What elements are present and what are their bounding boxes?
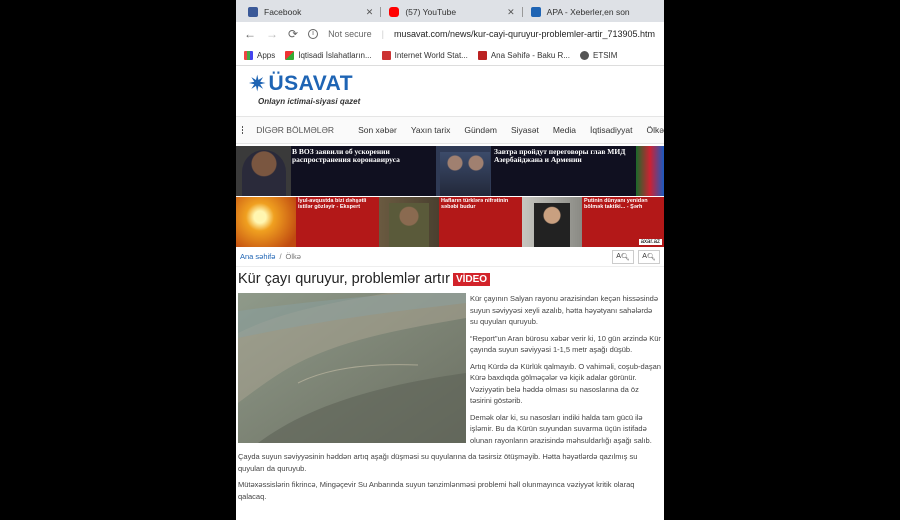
article-paragraph: Demək olar ki, su nasosları indiki halda tam gücü ilə işləmir. Bu da Kürün suyundan suvarma üçün istifadə olunan rayonların ərazisində məhsuldarlığı aşağı salıb. — [470, 412, 652, 445]
site-header — [236, 66, 664, 112]
article-paragraph: Mütəxəssislərin fikrincə, Mingəçevir Su Anbarında suyun tənzimlənməsi problemi həll olunmayınca vəziyyət kritik olaraq qalacaq. — [238, 480, 635, 501]
nav-item[interactable]: Ölkə — [646, 125, 664, 135]
article-title — [236, 267, 664, 291]
tab-bar — [236, 0, 664, 22]
bookmark-label: Ana Səhifə - Baku R... — [490, 51, 570, 60]
info-icon[interactable]: i — [308, 29, 318, 39]
multicolor-icon — [285, 51, 294, 60]
font-size-controls — [612, 250, 660, 264]
site-icon — [478, 51, 487, 60]
breadcrumb-current: Ölkə — [285, 252, 301, 261]
address-bar: ← → ⟳ i Not secure | musavat.com/news/kur-cayi-quruyur-problemler-artir_713905.htm — [236, 22, 664, 46]
zoom-icon: 🔍︎ — [646, 253, 656, 261]
ad-tile[interactable] — [522, 197, 664, 247]
stats-icon — [382, 51, 391, 60]
apa-icon — [531, 7, 541, 17]
logo-text: ÜSAVAT — [268, 72, 354, 95]
browser-window — [236, 0, 664, 520]
tab-label: (57) YouTube — [405, 7, 457, 17]
bookmark-label: İqtisadi İslahatların... — [298, 51, 372, 60]
bookmark-item[interactable] — [478, 51, 570, 60]
font-button-label: A — [642, 253, 647, 260]
ad-photo — [389, 203, 429, 247]
nav-item[interactable]: Gündəm — [464, 125, 497, 135]
breadcrumb — [236, 247, 664, 267]
article-paragraph: Kür çayının Salyan rayonu ərazisindən keçən hissəsində suyun səviyyəsi xeyli azalıb, hətta həyətyanı sahələrdə su quyuları quruyub. — [470, 294, 659, 326]
bookmark-label: ETSIM — [592, 51, 618, 60]
nav-item[interactable]: Yaxın tarix — [410, 125, 451, 135]
ad-headline: İyul-avqustda bizi dəhşətli istilər gözləyir - Ekspert — [298, 198, 367, 210]
tab-youtube[interactable] — [381, 2, 522, 22]
site-logo[interactable] — [248, 72, 652, 96]
close-icon[interactable]: ✕ — [507, 6, 515, 17]
article-title-text: Kür çayı quruyur, problemlər artır — [238, 271, 450, 287]
ad-tile[interactable] — [236, 146, 436, 196]
ad-photo — [242, 150, 286, 196]
font-button-label: A — [616, 253, 621, 260]
tab-label: Facebook — [264, 7, 302, 17]
ad-headline: Hafların türklərə nifrətinin səbəbi budur — [441, 198, 509, 210]
aerial-river-image — [238, 293, 466, 443]
url-field[interactable]: musavat.com/news/kur-cayi-quruyur-problemler-artir_713905.htm — [393, 29, 656, 39]
nav-item[interactable]: Siyasət — [510, 125, 539, 135]
ad-photo — [440, 152, 490, 196]
ad-banner-top[interactable] — [236, 146, 664, 196]
bookmark-item[interactable] — [382, 51, 468, 60]
ad-headline: В ВОЗ заявили об ускорении распространения коронавируса — [292, 147, 400, 164]
video-badge[interactable]: VİDEO — [453, 273, 490, 286]
facebook-icon — [248, 7, 258, 17]
ad-brand: axar.az — [640, 239, 660, 245]
font-increase-button[interactable] — [638, 250, 660, 264]
font-decrease-button[interactable] — [612, 250, 634, 264]
tab-apa[interactable] — [523, 2, 664, 22]
ad-headline: Putinin dünyanı yenidən bölmək taktiki... - Şərh — [584, 198, 648, 210]
breadcrumb-home-link[interactable]: Ana səhifə — [240, 252, 276, 261]
ad-headline: Завтра пройдут переговоры глав МИД Азербайджана и Армении — [494, 147, 626, 164]
security-label[interactable]: Not secure — [328, 29, 372, 39]
article-paragraph: “Report”un Aran bürosu xəbər verir ki, 10 gün ərzində Kür çayında suyun səviyyəsi 1-1,5 metr aşağı düşüb. — [470, 333, 661, 354]
bookmark-label: Apps — [257, 51, 276, 60]
ad-tile[interactable] — [379, 197, 522, 247]
youtube-icon — [389, 7, 399, 17]
ad-banner-bottom[interactable] — [236, 197, 664, 247]
zoom-icon: 🔍︎ — [620, 253, 630, 261]
nav-item[interactable]: Media — [552, 125, 576, 135]
article-paragraph: Artıq Kürdə də Kürlük qalmayıb. O vahiməli, coşub-daşan Kürə baxdıqda gölməçələr və kiçik adalar görünür. Vəziyyətin belə həddə olması su nasoslarına da öz təsirini göstərib. — [470, 361, 661, 405]
breadcrumb-separator: / — [279, 252, 282, 261]
ad-photo — [534, 203, 570, 247]
bookmark-item[interactable] — [285, 51, 371, 60]
nav-item[interactable]: Son xəbər — [358, 125, 397, 135]
bookmarks-bar — [236, 46, 664, 66]
tab-facebook[interactable] — [240, 2, 381, 22]
ad-photo — [236, 197, 296, 247]
ad-tile[interactable] — [636, 146, 664, 196]
article-paragraph: Çayda suyun səviyyəsinin həddən artıq aşağı düşməsi su quyularına da təsirsiz ötüşməyib. Hətta həyətlərdə qazılmış su quyuları da quruyub. — [238, 452, 638, 473]
ad-tile[interactable] — [436, 146, 636, 196]
back-icon[interactable]: ← — [244, 27, 256, 41]
bookmark-item[interactable] — [580, 51, 617, 60]
article-body — [236, 291, 664, 509]
globe-icon — [580, 51, 589, 60]
reload-icon[interactable]: ⟳ — [288, 27, 299, 41]
tab-label: APA - Xeberler,en son — [546, 7, 630, 17]
site-nav — [236, 116, 664, 144]
bookmark-label: Internet World Stat... — [394, 51, 468, 60]
bookmark-apps[interactable] — [244, 51, 275, 60]
star-logo-icon: ✷ — [248, 71, 267, 96]
apps-grid-icon — [244, 51, 253, 60]
article-photo[interactable] — [238, 293, 466, 443]
ad-tile[interactable] — [236, 197, 379, 247]
more-sections-link[interactable]: DİGƏR BÖLMƏLƏR — [256, 125, 335, 135]
close-icon[interactable]: ✕ — [365, 6, 374, 17]
forward-icon[interactable]: → — [266, 27, 278, 41]
nav-item[interactable]: İqtisadiyyat — [589, 125, 633, 135]
tagline: Onlayn ictimai-siyasi qazet — [258, 97, 361, 106]
